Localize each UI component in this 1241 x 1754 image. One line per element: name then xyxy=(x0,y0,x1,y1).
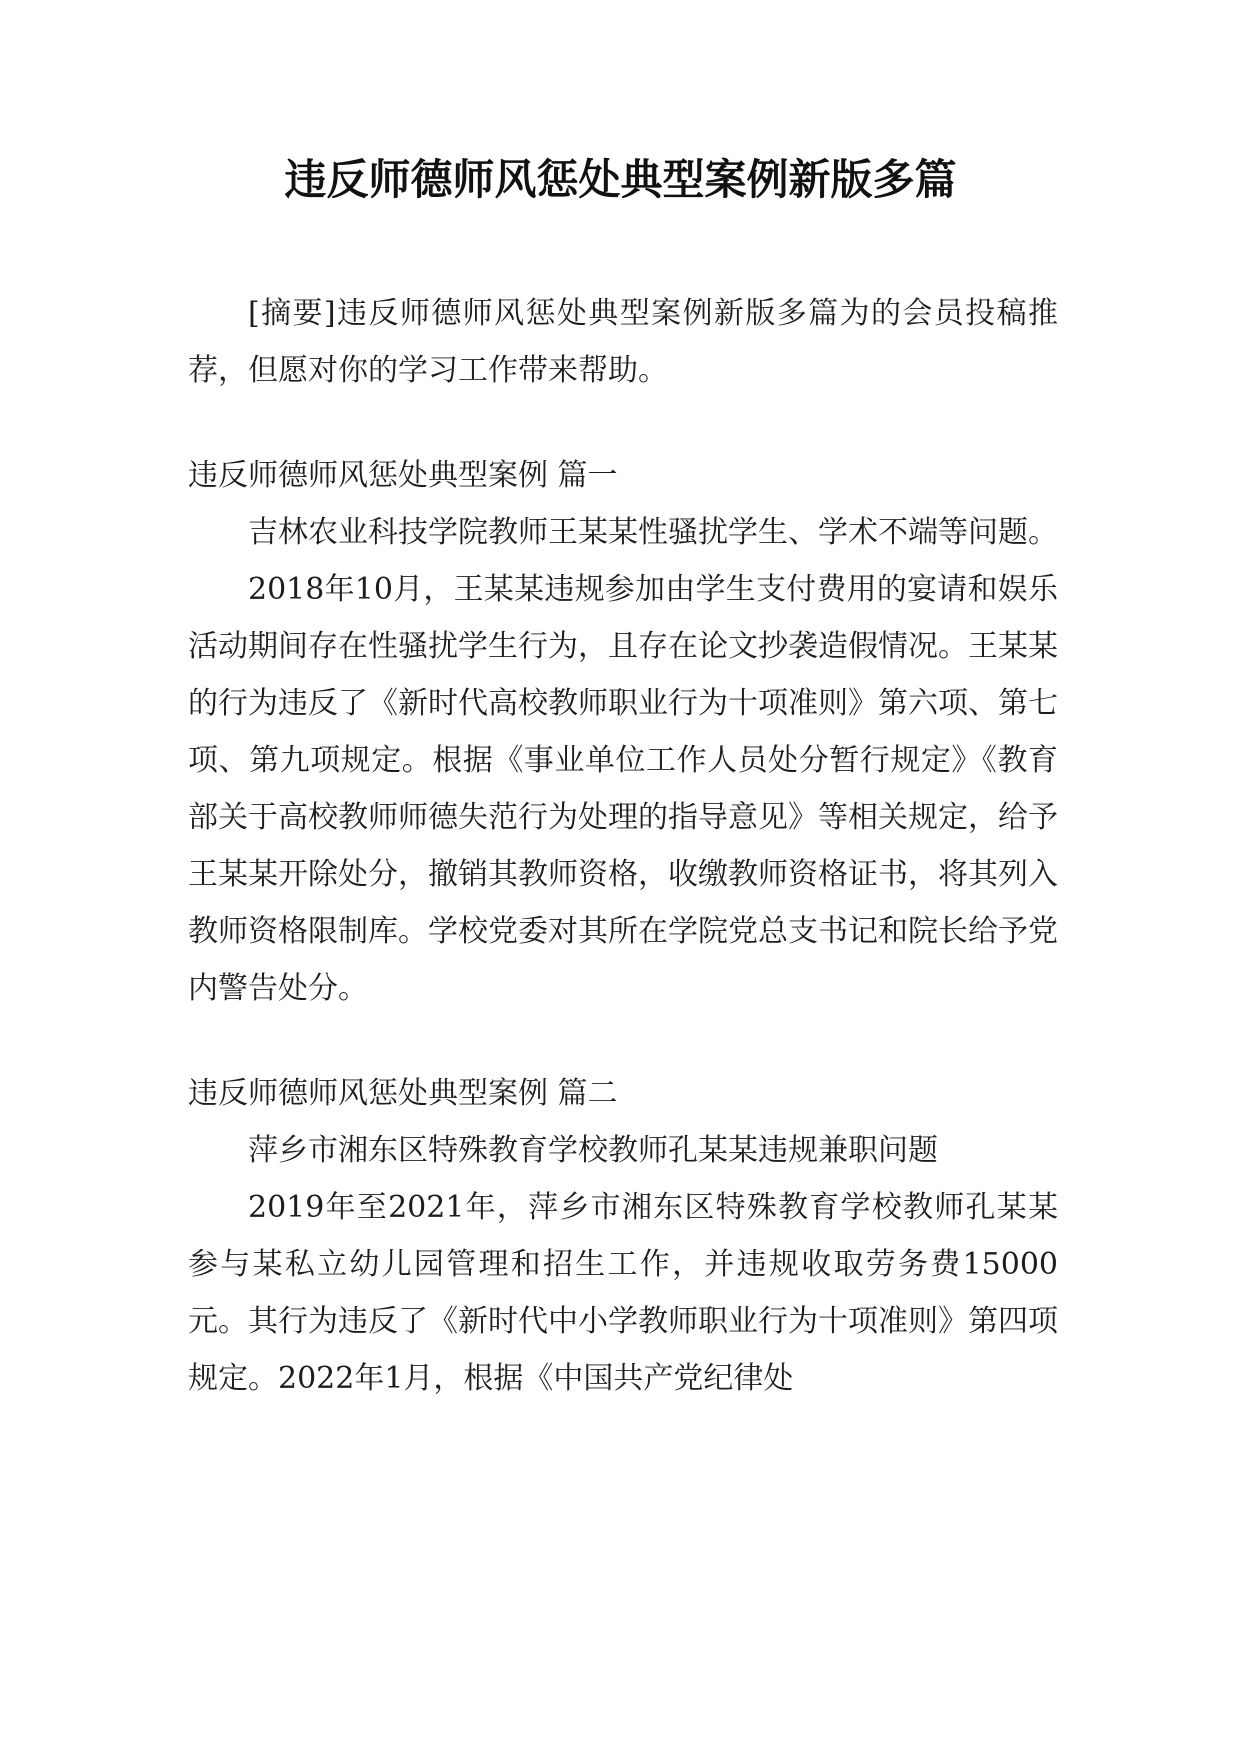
section-2-paragraph-2: 2019年至2021年，萍乡市湘东区特殊教育学校教师孔某某参与某私立幼儿园管理和招生工作，并违规收取劳务费15000元。其行为违反了《新时代中小学教师职业行为十项准则》第四项规定。2022年1月，根据《中国共产党纪律处 xyxy=(188,1190,1058,1396)
section-gap xyxy=(188,1017,1058,1065)
document-body xyxy=(188,285,1058,1407)
section-1-paragraph-1: 吉林农业科技学院教师王某某性骚扰学生、学术不端等问题。 xyxy=(248,515,1058,550)
section-1-paragraph-2: 2018年10月，王某某违规参加由学生支付费用的宴请和娱乐活动期间存在性骚扰学生行为，且存在论文抄袭造假情况。王某某的行为违反了《新时代高校教师职业行为十项准则》第六项、第七项、第九项规定。根据《事业单位工作人员处分暂行规定》《教育部关于高校教师师德失范行为处理的指导意见》等相关规定，给予王某某开除处分，撤销其教师资格，收缴教师资格证书，将其列入教师资格限制库。学校党委对其所在学院党总支书记和院长给予党内警告处分。 xyxy=(188,572,1058,1006)
abstract-paragraph: [摘要]违反师德师风惩处典型案例新版多篇为的会员投稿推荐，但愿对你的学习工作带来帮助。 xyxy=(188,296,1058,388)
section-2-paragraph-1: 萍乡市湘东区特殊教育学校教师孔某某违规兼职问题 xyxy=(248,1133,938,1168)
section-heading-1: 违反师德师风惩处典型案例 篇一 xyxy=(188,458,618,493)
document-title: 违反师德师风惩处典型案例新版多篇 xyxy=(284,155,957,204)
section-heading-2: 违反师德师风惩处典型案例 篇二 xyxy=(188,1076,618,1111)
